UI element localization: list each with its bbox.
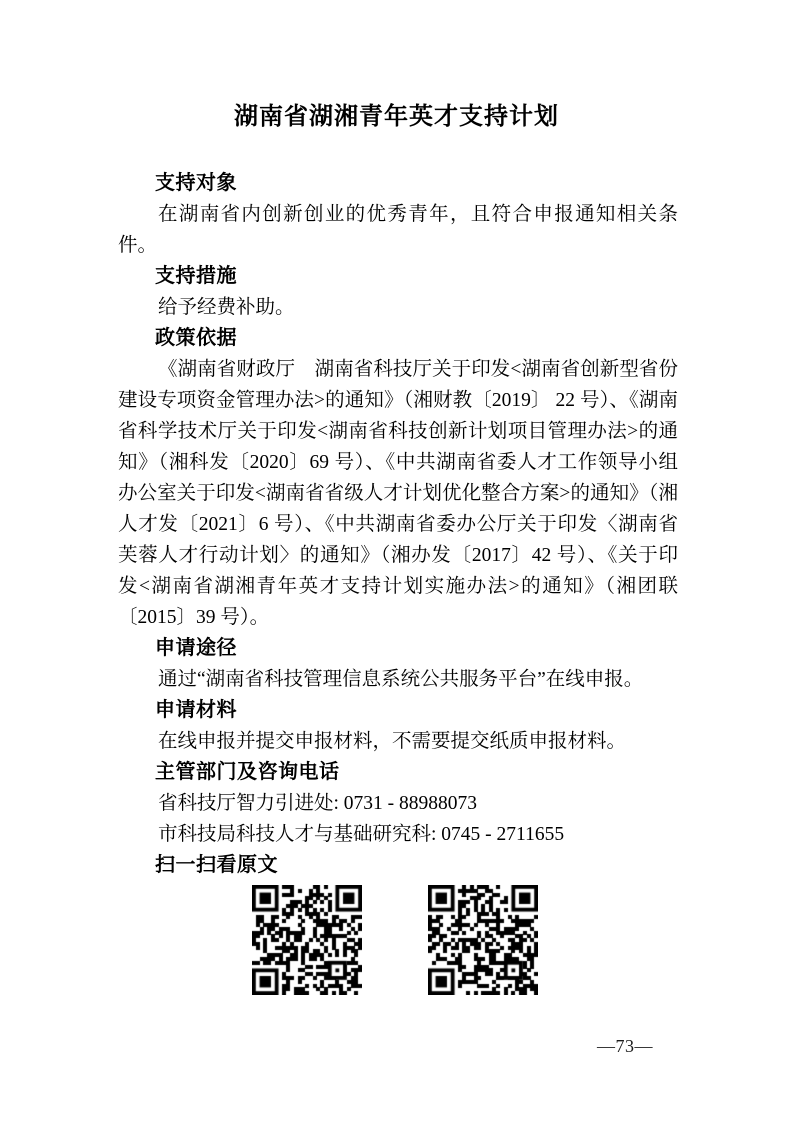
qr-code-left bbox=[252, 885, 362, 995]
page-title: 湖南省湖湘青年英才支持计划 bbox=[234, 104, 559, 130]
document-content bbox=[118, 168, 678, 995]
qr-code-right bbox=[428, 885, 538, 995]
section-heading-application-materials: 申请材料 bbox=[155, 699, 237, 721]
section-body-application-channel: 通过“湖南省科技管理信息系统公共服务平台”在线申报。 bbox=[158, 669, 644, 690]
section-body-support-target: 在湖南省内创新创业的优秀青年，且符合申报通知相关条件。 bbox=[118, 204, 678, 256]
section-heading-scan-original: 扫一扫看原文 bbox=[155, 854, 278, 876]
qr-row bbox=[252, 885, 678, 995]
page-number: —73— bbox=[597, 1036, 653, 1056]
section-heading-support-measures: 支持措施 bbox=[155, 265, 237, 287]
contact-phone-municipal: 市科技局科技人才与基础研究科: 0745 - 2711655 bbox=[158, 824, 565, 845]
section-body-support-measures: 给予经费补助。 bbox=[158, 297, 295, 318]
section-heading-application-channel: 申请途径 bbox=[155, 637, 237, 659]
section-heading-contact: 主管部门及咨询电话 bbox=[155, 761, 340, 783]
contact-phone-provincial: 省科技厅智力引进处: 0731 - 88988073 bbox=[158, 793, 478, 814]
section-heading-policy-basis: 政策依据 bbox=[155, 327, 237, 349]
section-body-policy-basis: 《湖南省财政厅 湖南省科技厅关于印发<湖南省创新型省份建设专项资金管理办法>的通知》（湘财教〔2019〕 22 号）、《湖南省科学技术厅关于印发<湖南省科技创新计划项目管理办法>的通知》（湘科发〔2020〕69 号）、《中共湖南省委人才工作领导小组办公室关于印发<湖南省省级人才计划优化整合方案>的通知》（湘人才发〔2021〕6 号）、《中共湖南省委办公厅关于印发〈湖南省芙蓉人才行动计划〉的通知》（湘办发〔2017〕42 号）、《关于印发<湖南省湖湘青年英才支持计划实施办法>的通知》（湘团联〔2015〕39 号）。 bbox=[118, 359, 678, 628]
section-body-application-materials: 在线申报并提交申报材料，不需要提交纸质申报材料。 bbox=[158, 731, 627, 752]
section-heading-support-target: 支持对象 bbox=[155, 172, 237, 194]
